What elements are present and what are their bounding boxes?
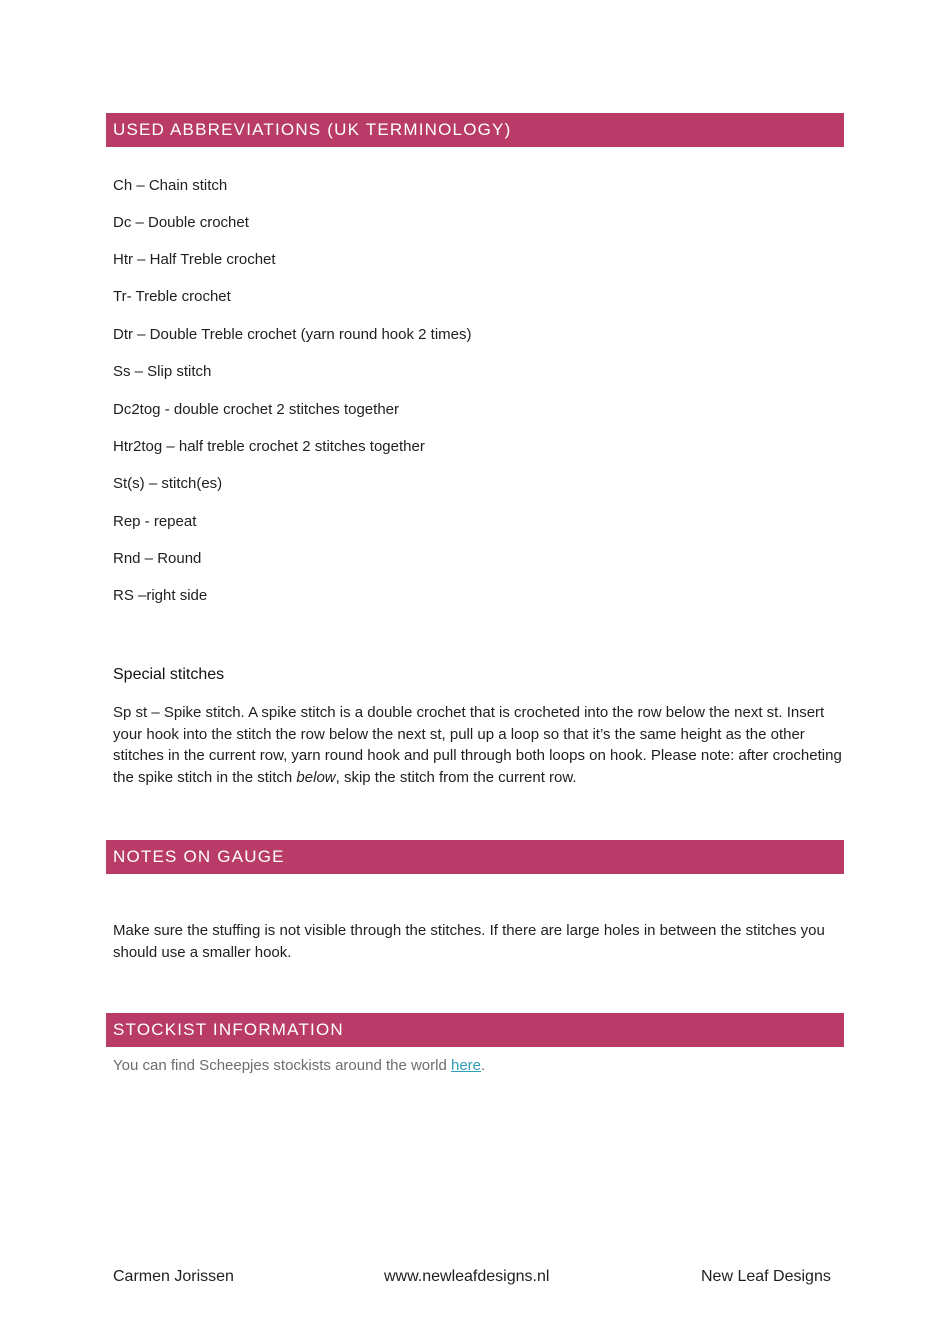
abbreviation-item: Rnd – Round (113, 550, 202, 567)
stockist-link[interactable]: here (450, 1057, 482, 1074)
abbreviation-item: Ch – Chain stitch (113, 177, 228, 194)
gauge-description: Make sure the stuffing is not visible through the stitches. If there are large holes in between the stitches you should use a smaller hook. (113, 922, 825, 961)
special-text-emphasis: below (296, 768, 336, 786)
abbreviation-item: Htr2tog – half treble crochet 2 stitches together (113, 438, 425, 455)
abbreviation-item: RS –right side (113, 587, 208, 604)
abbreviation-item: Rep - repeat (113, 513, 197, 530)
abbreviation-item: St(s) – stitch(es) (113, 475, 223, 492)
abbreviations-header: USED ABBREVIATIONS (UK TERMINOLOGY) (106, 113, 844, 147)
stockist-header: STOCKIST INFORMATION (106, 1013, 844, 1047)
abbreviation-item: Ss – Slip stitch (113, 363, 212, 380)
abbreviation-item: Tr- Treble crochet (113, 288, 231, 305)
special-text-end: , skip the stitch from the current row. (335, 768, 577, 786)
abbreviation-item: Htr – Half Treble crochet (113, 251, 276, 268)
stockist-text-start: You can find Scheepjes stockists around the world (113, 1057, 451, 1074)
abbreviation-item: Dtr – Double Treble crochet (yarn round hook 2 times) (113, 326, 472, 343)
footer-brand: New Leaf Designs (701, 1268, 831, 1285)
stockist-text-end: . (481, 1057, 486, 1074)
special-stitches-description (113, 702, 843, 788)
special-stitches-heading: Special stitches (113, 666, 225, 683)
footer-website: www.newleafdesigns.nl (384, 1268, 550, 1285)
special-text-start: Sp st – Spike stitch. A spike stitch is a double crochet that is crocheted into the row below the next st. Insert your hook into the stitch the row below the next st, pull up a loop so that it’s the same height as the other stitches in the current row, yarn round hook and pull through both loops on hook. Please note: after crocheting the spike stitch in the stitch (113, 704, 842, 786)
gauge-header: NOTES ON GAUGE (106, 840, 844, 874)
abbreviation-item: Dc – Double crochet (113, 214, 249, 231)
footer-author: Carmen Jorissen (113, 1268, 234, 1285)
stockist-text (113, 1057, 485, 1074)
abbreviation-item: Dc2tog - double crochet 2 stitches together (113, 401, 399, 418)
